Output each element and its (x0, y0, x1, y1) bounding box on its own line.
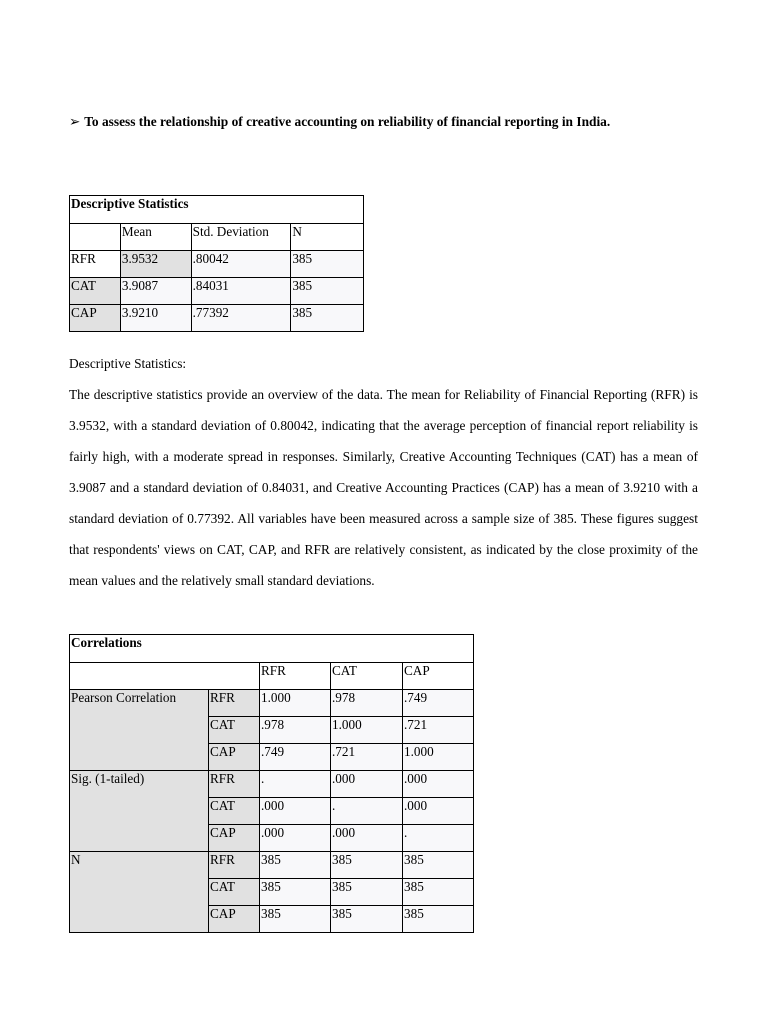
value-cell: .721 (331, 744, 403, 771)
value-cell: 385 (331, 852, 403, 879)
mean-cell: 3.9210 (120, 305, 191, 332)
value-cell: . (331, 798, 403, 825)
value-cell: . (260, 771, 331, 798)
sd-cell: .80042 (191, 251, 291, 278)
var-label: CAP (209, 906, 260, 933)
sd-cell: .84031 (191, 278, 291, 305)
objective-text: To assess the relationship of creative accounting on reliability of financial reporting in India. (84, 114, 611, 129)
header-cell (70, 224, 121, 251)
value-cell: .749 (403, 690, 474, 717)
table-row (70, 278, 364, 305)
descriptive-statistics-table (69, 195, 364, 332)
value-cell: 385 (260, 879, 331, 906)
sd-cell: .77392 (191, 305, 291, 332)
value-cell: .000 (260, 825, 331, 852)
var-label: RFR (209, 771, 260, 798)
value-cell: 385 (260, 852, 331, 879)
var-label: CAP (209, 825, 260, 852)
header-blank-cell (70, 663, 260, 690)
value-cell: .000 (331, 771, 403, 798)
value-cell: .749 (260, 744, 331, 771)
value-cell: .000 (403, 771, 474, 798)
value-cell: 385 (260, 906, 331, 933)
value-cell: . (403, 825, 474, 852)
var-label: CAP (209, 744, 260, 771)
mean-cell: 3.9087 (120, 278, 191, 305)
var-label: CAT (209, 879, 260, 906)
header-cell: CAP (403, 663, 474, 690)
value-cell: .978 (331, 690, 403, 717)
value-cell: .000 (260, 798, 331, 825)
value-cell: .000 (331, 825, 403, 852)
value-cell: .978 (260, 717, 331, 744)
value-cell: 385 (331, 906, 403, 933)
header-cell: RFR (260, 663, 331, 690)
var-label: RFR (209, 690, 260, 717)
header-cell: CAT (331, 663, 403, 690)
var-label: RFR (209, 852, 260, 879)
table-row (70, 690, 474, 717)
header-cell: Std. Deviation (191, 224, 291, 251)
value-cell: 1.000 (331, 717, 403, 744)
header-cell: N (291, 224, 364, 251)
value-cell: 385 (403, 852, 474, 879)
var-label: CAT (209, 717, 260, 744)
descriptive-table-title: Descriptive Statistics (70, 196, 364, 224)
arrow-bullet-icon: ➢ (69, 114, 81, 129)
n-cell: 385 (291, 278, 364, 305)
row-label: CAT (70, 278, 121, 305)
table-row (70, 771, 474, 798)
row-label: CAP (70, 305, 121, 332)
value-cell: 385 (403, 879, 474, 906)
correlations-table (69, 634, 474, 933)
group-label: N (70, 852, 209, 933)
mean-cell: 3.9532 (120, 251, 191, 278)
correlations-table-title: Correlations (70, 635, 474, 663)
value-cell: .721 (403, 717, 474, 744)
table-row (70, 852, 474, 879)
n-cell: 385 (291, 305, 364, 332)
table-row (70, 251, 364, 278)
table-row (70, 305, 364, 332)
var-label: CAT (209, 798, 260, 825)
header-cell: Mean (120, 224, 191, 251)
row-label: RFR (70, 251, 121, 278)
group-label: Pearson Correlation (70, 690, 209, 771)
value-cell: 1.000 (260, 690, 331, 717)
descriptive-paragraph: The descriptive statistics provide an overview of the data. The mean for Reliability of Financial Reporting (RFR) is 3.9532, with a standard deviation of 0.80042, indicating that the average perception of financial report reliability is fairly high, with a moderate spread in responses. Similarly, Creative Accounting Techniques (CAT) has a mean of 3.9087 and a standard deviation of 0.84031, and Creative Accounting Practices (CAP) has a mean of 3.9210 with a standard deviation of 0.77392. All variables have been measured across a sample size of 385. These figures suggest that respondents' views on CAT, CAP, and RFR are relatively consistent, as indicated by the close proximity of the mean values and the relatively small standard deviations. (69, 387, 698, 588)
value-cell: .000 (403, 798, 474, 825)
n-cell: 385 (291, 251, 364, 278)
value-cell: 1.000 (403, 744, 474, 771)
objective-heading (69, 114, 610, 130)
value-cell: 385 (331, 879, 403, 906)
group-label: Sig. (1-tailed) (70, 771, 209, 852)
section-label: Descriptive Statistics: (69, 356, 187, 371)
value-cell: 385 (403, 906, 474, 933)
